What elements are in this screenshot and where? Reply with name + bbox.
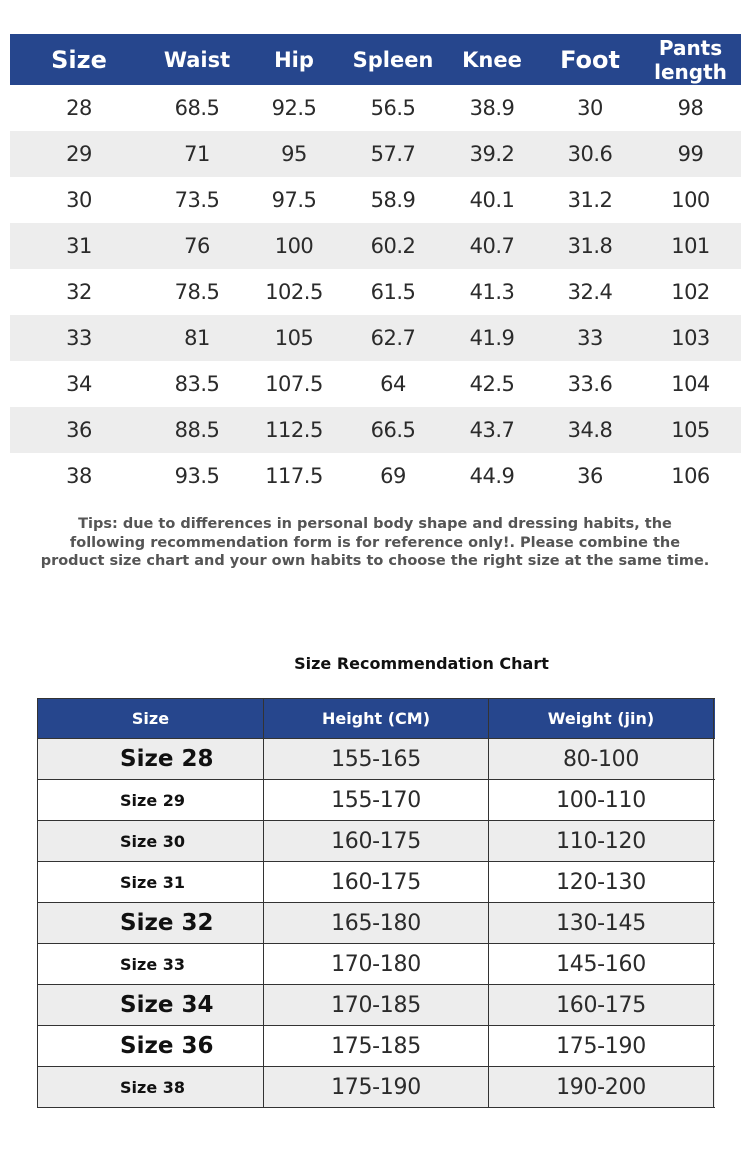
cell-pants-length: 103 [671, 326, 710, 350]
cell-size: Size 29 [38, 780, 264, 820]
cell-weight: 175-190 [489, 1026, 714, 1066]
cell-pants-length: 98 [677, 96, 704, 120]
cell-foot: 30 [577, 96, 603, 120]
header-pants-length: Pants length [654, 35, 727, 84]
cell-spleen: 60.2 [370, 234, 416, 258]
table-row [10, 269, 741, 315]
cell-height: 175-190 [264, 1067, 489, 1107]
cell-knee: 43.7 [469, 418, 515, 442]
cell-knee: 44.9 [469, 464, 515, 488]
cell-foot: 31.8 [567, 234, 613, 258]
cell-foot: 34.8 [567, 418, 613, 442]
table-row [10, 223, 741, 269]
tips-text: Tips: due to differences in personal body shape and dressing habits, the following recommendation form is for reference only!. Please combine the product size chart and your own habits to choose the right size at the same time. [40, 516, 710, 569]
recommendation-title: Size Recommendation Chart [294, 654, 549, 673]
cell-waist: 68.5 [174, 96, 220, 120]
cell-weight: 145-160 [489, 944, 714, 984]
cell-size: Size 38 [38, 1067, 264, 1107]
cell-knee: 40.7 [469, 234, 515, 258]
cell-size: 29 [66, 142, 92, 166]
cell-spleen: 57.7 [370, 142, 416, 166]
cell-foot: 36 [577, 464, 603, 488]
cell-hip: 107.5 [265, 372, 323, 396]
cell-waist: 81 [184, 326, 210, 350]
cell-waist: 78.5 [174, 280, 220, 304]
header-size: Size [51, 45, 107, 74]
cell-weight: 100-110 [489, 780, 714, 820]
cell-hip: 102.5 [265, 280, 323, 304]
cell-height: 155-170 [264, 780, 489, 820]
cell-waist: 88.5 [174, 418, 220, 442]
table-row [10, 407, 741, 453]
cell-hip: 117.5 [265, 464, 323, 488]
cell-size: 36 [66, 418, 92, 442]
cell-knee: 38.9 [469, 96, 515, 120]
table-row [38, 1067, 715, 1108]
recommendation-header-row [38, 699, 715, 739]
cell-foot: 32.4 [567, 280, 613, 304]
cell-height: 160-175 [264, 821, 489, 861]
cell-weight: 120-130 [489, 862, 714, 902]
table-row [10, 131, 741, 177]
cell-waist: 93.5 [174, 464, 220, 488]
cell-height: 155-165 [264, 739, 489, 779]
cell-knee: 39.2 [469, 142, 515, 166]
cell-pants-length: 102 [671, 280, 710, 304]
table-row [38, 944, 715, 985]
table-row [38, 1026, 715, 1067]
cell-height: 175-185 [264, 1026, 489, 1066]
table-row [10, 315, 741, 361]
cell-weight: 80-100 [489, 739, 714, 779]
cell-spleen: 56.5 [370, 96, 416, 120]
cell-height: 160-175 [264, 862, 489, 902]
cell-pants-length: 106 [671, 464, 710, 488]
cell-waist: 83.5 [174, 372, 220, 396]
table-row [10, 453, 741, 499]
table-row [10, 177, 741, 223]
cell-size: Size 28 [38, 739, 264, 779]
cell-height: 170-180 [264, 944, 489, 984]
cell-foot: 30.6 [567, 142, 613, 166]
header-height: Height (CM) [264, 699, 489, 738]
cell-waist: 71 [184, 142, 210, 166]
cell-pants-length: 104 [671, 372, 710, 396]
cell-knee: 41.3 [469, 280, 515, 304]
cell-size: Size 36 [38, 1026, 264, 1066]
cell-hip: 97.5 [271, 188, 317, 212]
cell-size: 32 [66, 280, 92, 304]
cell-knee: 42.5 [469, 372, 515, 396]
table-row [10, 361, 741, 407]
size-chart-header-row [10, 34, 741, 85]
header-spleen: Spleen [352, 47, 434, 72]
cell-hip: 100 [274, 234, 314, 258]
header-hip: Hip [274, 47, 314, 72]
table-row [38, 985, 715, 1026]
cell-weight: 160-175 [489, 985, 714, 1025]
cell-size: 34 [66, 372, 92, 396]
recommendation-table [37, 698, 715, 1108]
cell-hip: 92.5 [271, 96, 317, 120]
header-foot: Foot [560, 45, 620, 74]
cell-weight: 190-200 [489, 1067, 714, 1107]
cell-pants-length: 100 [671, 188, 710, 212]
cell-weight: 130-145 [489, 903, 714, 943]
cell-pants-length: 99 [677, 142, 704, 166]
cell-size: 28 [66, 96, 92, 120]
cell-pants-length: 105 [671, 418, 710, 442]
cell-size: Size 31 [38, 862, 264, 902]
cell-spleen: 62.7 [370, 326, 416, 350]
cell-hip: 105 [274, 326, 314, 350]
cell-height: 165-180 [264, 903, 489, 943]
cell-spleen: 64 [380, 372, 406, 396]
cell-knee: 41.9 [469, 326, 515, 350]
cell-spleen: 69 [380, 464, 406, 488]
cell-size: 38 [66, 464, 92, 488]
cell-size: 33 [66, 326, 92, 350]
cell-spleen: 58.9 [370, 188, 416, 212]
cell-size: 30 [66, 188, 92, 212]
table-row [38, 862, 715, 903]
size-chart-table [10, 34, 741, 499]
cell-waist: 76 [184, 234, 210, 258]
table-row [38, 739, 715, 780]
cell-size: Size 33 [38, 944, 264, 984]
cell-knee: 40.1 [469, 188, 515, 212]
table-row [38, 780, 715, 821]
cell-size: Size 30 [38, 821, 264, 861]
cell-pants-length: 101 [671, 234, 710, 258]
table-row [38, 903, 715, 944]
cell-hip: 95 [281, 142, 307, 166]
cell-size: Size 34 [38, 985, 264, 1025]
cell-foot: 33.6 [567, 372, 613, 396]
cell-foot: 33 [577, 326, 603, 350]
cell-hip: 112.5 [265, 418, 323, 442]
table-row [10, 85, 741, 131]
header-waist: Waist [163, 47, 231, 72]
table-row [38, 821, 715, 862]
cell-spleen: 61.5 [370, 280, 416, 304]
cell-weight: 110-120 [489, 821, 714, 861]
cell-size: 31 [66, 234, 92, 258]
cell-foot: 31.2 [567, 188, 613, 212]
cell-spleen: 66.5 [370, 418, 416, 442]
header-knee: Knee [462, 47, 522, 72]
header-size: Size [38, 699, 264, 738]
header-weight: Weight (jin) [489, 699, 714, 738]
cell-waist: 73.5 [174, 188, 220, 212]
cell-size: Size 32 [38, 903, 264, 943]
cell-height: 170-185 [264, 985, 489, 1025]
